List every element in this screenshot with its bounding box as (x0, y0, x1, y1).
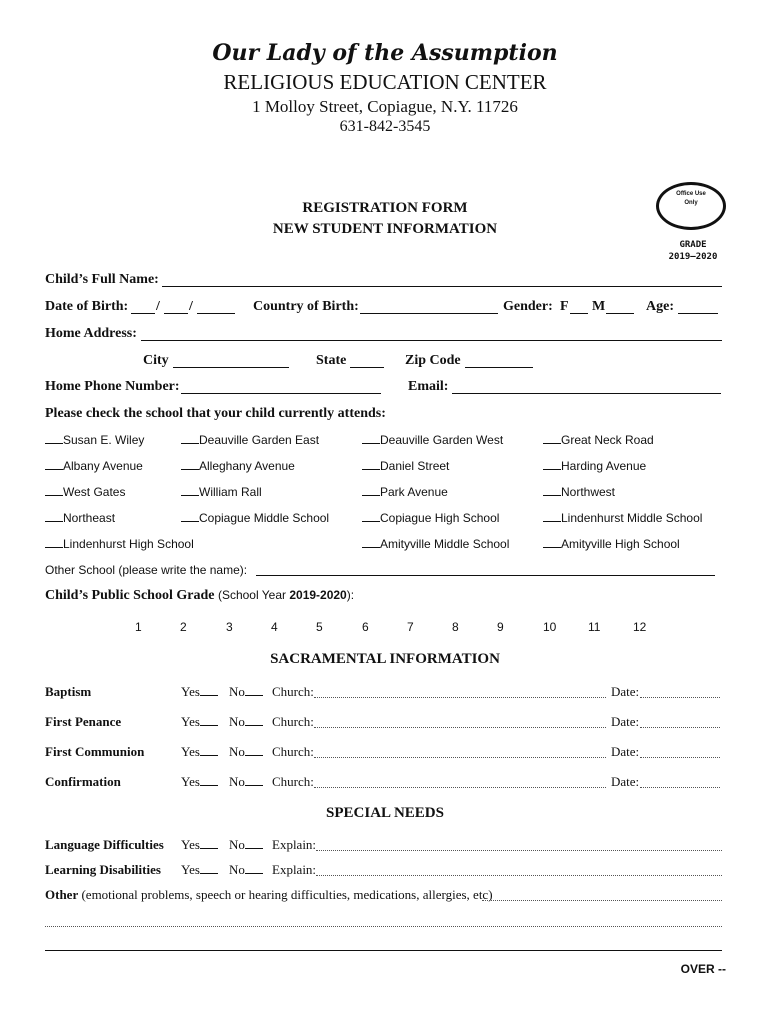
yes-option[interactable]: Yes (181, 714, 218, 730)
center-phone: 631-842-3545 (339, 118, 431, 135)
other-needs-text: (emotional problems, speech or hearing difficulties, medications, allergies, etc) (81, 887, 493, 902)
gender-m-field[interactable] (606, 313, 634, 314)
zip-field[interactable] (465, 367, 533, 368)
other-school-field[interactable] (256, 575, 715, 576)
gender-f-label: F (560, 299, 569, 314)
school-option[interactable]: West Gates (45, 485, 125, 499)
sacrament-label: Confirmation (45, 774, 121, 789)
country-label: Country of Birth: (253, 299, 359, 314)
email-label: Email: (408, 379, 449, 394)
no-option[interactable]: No (229, 862, 263, 878)
form-subtitle: NEW STUDENT INFORMATION (272, 221, 498, 237)
other-school-label: Other School (please write the name): (45, 563, 248, 577)
form-title: REGISTRATION FORM (302, 200, 468, 216)
grade-note: (School Year 2019-2020): (217, 588, 355, 602)
childs-name-label: Child’s Full Name: (45, 272, 159, 287)
school-option[interactable]: Copiague Middle School (181, 511, 329, 525)
state-field[interactable] (350, 367, 384, 368)
gender-m-label: M (592, 299, 606, 314)
grade-option[interactable]: 5 (316, 620, 323, 634)
explain-label: Explain: (272, 862, 317, 877)
age-label: Age: (646, 299, 674, 314)
school-prompt: Please check the school that your child currently attends: (45, 406, 386, 421)
sacramental-title: SACRAMENTAL INFORMATION (270, 651, 500, 667)
grade-option[interactable]: 9 (497, 620, 504, 634)
school-option[interactable]: Deauville Garden West (362, 433, 503, 447)
center-name: RELIGIOUS EDUCATION CENTER (223, 70, 547, 94)
grade-option[interactable]: 8 (452, 620, 459, 634)
school-option[interactable]: Copiague High School (362, 511, 499, 525)
grade-option[interactable]: 11 (588, 620, 601, 634)
office-use-stamp (656, 182, 726, 230)
yes-option[interactable]: Yes (181, 774, 218, 790)
grade-option[interactable]: 2 (180, 620, 187, 634)
church-field[interactable] (314, 757, 606, 758)
school-option[interactable]: William Rall (181, 485, 262, 499)
explain-field[interactable] (316, 875, 722, 876)
home-address-field[interactable] (141, 340, 722, 341)
school-option[interactable]: Albany Avenue (45, 459, 143, 473)
sacrament-label: Baptism (45, 684, 92, 699)
no-option[interactable]: No (229, 684, 263, 700)
special-need-label: Learning Disabilities (45, 862, 161, 877)
yes-option[interactable]: Yes (181, 744, 218, 760)
special-need-label: Language Difficulties (45, 837, 164, 852)
school-option[interactable]: Alleghany Avenue (181, 459, 295, 473)
sacrament-label: First Penance (45, 714, 122, 729)
country-field[interactable] (360, 313, 498, 314)
zip-label: Zip Code (405, 353, 461, 368)
childs-name-field[interactable] (162, 286, 722, 287)
school-option[interactable]: Lindenhurst High School (45, 537, 194, 551)
dob-sep-2: / (189, 299, 193, 314)
school-option[interactable]: Northwest (543, 485, 615, 499)
city-label: City (143, 353, 169, 368)
sacrament-label: First Communion (45, 744, 145, 759)
dob-label: Date of Birth: (45, 299, 129, 314)
date-label: Date: (611, 744, 640, 759)
no-option[interactable]: No (229, 714, 263, 730)
grade-option[interactable]: 10 (543, 620, 557, 634)
office-year: 2019–2020 (668, 252, 718, 262)
date-field[interactable] (640, 697, 720, 698)
gender-f-field[interactable] (570, 313, 588, 314)
grade-option[interactable]: 12 (633, 620, 647, 634)
other-needs-row (45, 887, 493, 903)
state-label: State (316, 353, 347, 368)
school-option[interactable]: Daniel Street (362, 459, 449, 473)
no-option[interactable]: No (229, 837, 263, 853)
school-option[interactable]: Great Neck Road (543, 433, 654, 447)
church-label: Church: (272, 774, 314, 789)
home-phone-label: Home Phone Number: (45, 379, 180, 394)
date-label: Date: (611, 774, 640, 789)
yes-option[interactable]: Yes (181, 684, 218, 700)
other-needs-label: Other (45, 887, 79, 902)
center-address: 1 Molloy Street, Copiague, N.Y. 11726 (252, 97, 518, 116)
yes-option[interactable]: Yes (181, 837, 218, 853)
special-needs-title: SPECIAL NEEDS (326, 805, 444, 821)
date-field[interactable] (640, 727, 720, 728)
office-use-line1: Office Use (676, 191, 706, 197)
school-option[interactable]: Lindenhurst Middle School (543, 511, 702, 525)
gender-label: Gender: (503, 299, 553, 314)
other-needs-field[interactable] (482, 900, 722, 901)
over-indicator: OVER -- (680, 962, 726, 976)
no-option[interactable]: No (229, 774, 263, 790)
school-option[interactable]: Deauville Garden East (181, 433, 319, 447)
other-needs-line-2[interactable] (45, 926, 722, 927)
grade-option[interactable]: 3 (226, 620, 233, 634)
grade-option[interactable]: 7 (407, 620, 414, 634)
school-option[interactable]: Susan E. Wiley (45, 433, 144, 447)
school-option[interactable]: Harding Avenue (543, 459, 646, 473)
grade-row (45, 588, 354, 604)
date-label: Date: (611, 684, 640, 699)
city-field[interactable] (173, 367, 289, 368)
parish-name: Our Lady of the Assumption (212, 40, 558, 66)
dob-day-field[interactable] (164, 313, 188, 314)
age-field[interactable] (678, 313, 718, 314)
church-field[interactable] (314, 727, 606, 728)
church-field[interactable] (314, 787, 606, 788)
explain-field[interactable] (316, 850, 722, 851)
dob-month-field[interactable] (131, 313, 155, 314)
church-field[interactable] (314, 697, 606, 698)
home-phone-field[interactable] (181, 393, 381, 394)
no-option[interactable]: No (229, 744, 263, 760)
school-option[interactable]: Northeast (45, 511, 115, 525)
explain-label: Explain: (272, 837, 317, 852)
home-address-label: Home Address: (45, 326, 137, 341)
other-needs-line-3[interactable] (45, 950, 722, 951)
school-option[interactable]: Amityville Middle School (362, 537, 509, 551)
dob-year-field[interactable] (197, 313, 235, 314)
email-field[interactable] (452, 393, 721, 394)
office-use-line2: Only (684, 200, 698, 206)
grade-option[interactable]: 4 (271, 620, 278, 634)
grade-option[interactable]: 1 (135, 620, 142, 634)
grade-option[interactable]: 6 (362, 620, 369, 634)
church-label: Church: (272, 684, 314, 699)
date-label: Date: (611, 714, 640, 729)
church-label: Church: (272, 714, 314, 729)
grade-label: Child’s Public School Grade (45, 588, 215, 603)
office-grade-label: GRADE (679, 240, 707, 250)
church-label: Church: (272, 744, 314, 759)
date-field[interactable] (640, 757, 720, 758)
yes-option[interactable]: Yes (181, 862, 218, 878)
date-field[interactable] (640, 787, 720, 788)
school-option[interactable]: Amityville High School (543, 537, 680, 551)
school-option[interactable]: Park Avenue (362, 485, 448, 499)
dob-sep-1: / (156, 299, 160, 314)
